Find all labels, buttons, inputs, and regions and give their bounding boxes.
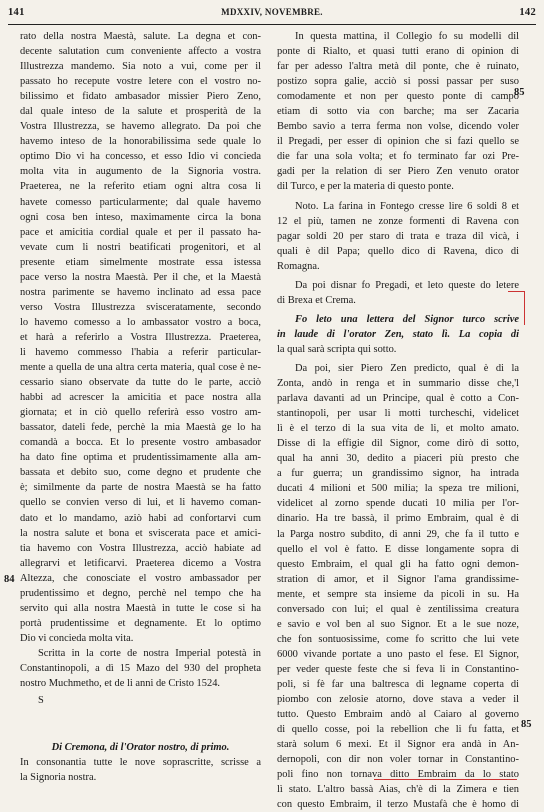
- bottom-line: Di Cremona, di l'Orator nostro, di primo.: [51, 742, 230, 754]
- body-line: quello el vol è fatto. E disse longamente sopra di: [277, 543, 519, 555]
- body-line: rato della nostra Maestà, salute. La degna et con-: [20, 31, 261, 42]
- body-line: la Parga nostro subdito, di anni 29, che fa il tutto e: [277, 528, 519, 540]
- body-line: a fur guerra; un grandissimo signor, ha intrada: [277, 468, 519, 480]
- body-line: dinario. Ha tre bassà, il primo Embraim, qual è di: [277, 513, 519, 525]
- body-line: lì stato. L'altro bassà Aias, ch'è di la Zimera e tien: [277, 784, 519, 796]
- body-line: vevate cum li nostri beatificati progenitori, et al: [20, 241, 261, 253]
- running-title: MDXXIV, NOVEMBRE.: [221, 7, 323, 17]
- body-line: 6000 vivande portate a uno pasto el fese. El Signor,: [277, 648, 519, 660]
- left-column: [20, 29, 261, 785]
- body-line: stration di amor, et il Signor l'ama grandissime-: [277, 573, 519, 585]
- body-line: dato et lo mandamo, aziò habi ad confortarvi cum: [20, 512, 261, 524]
- body-line: di quello cosse, poi la rebellion che li fu fatta, et: [277, 724, 519, 736]
- body-line: ogni cosa ben inteso, maximamente circa la bona: [20, 211, 261, 223]
- body-line: pace et amicitia cordial quale et per il passato ha-: [20, 226, 261, 238]
- body-line: stantinopoli, per usar li motti turcheschi, videlicet: [277, 408, 519, 420]
- body-line: In questa mattina, il Collegio fo su modelli dil: [295, 31, 519, 42]
- body-line: tia havemo con Vostra Illustrezza, acciò habiate ad: [20, 542, 261, 554]
- body-line: conversado con lui; el qual è zentilissima creatura: [277, 603, 519, 615]
- body-line: passato ho recepute vostre letere con el vostro no-: [20, 76, 261, 88]
- body-line: gadi per la relation di ser Piero Zen venuto orator: [277, 166, 519, 178]
- body-line: è; similmente da parte de nostra Maestà se ha fatto: [20, 482, 261, 494]
- body-line: giornata; et in ciò quello referirà esso vostro am-: [20, 407, 261, 419]
- body-line: cessario siano observate da tutte do le parte, acciò: [20, 377, 261, 389]
- body-line: Noto. La farina in Fontego cresse lire 6 soldi 8 et: [295, 200, 519, 212]
- body-line: Da poi, sier Piero Zen predicto, qual è di la: [295, 362, 519, 374]
- body-line: mente, et sempre sta insieme da picoli in su. Ha: [277, 588, 519, 600]
- body-line: Praeterea, ne la referito etiam ogni altra cosa li: [20, 181, 261, 193]
- header-rule: [8, 24, 536, 25]
- body-line: con questo Embraim, il terzo Mustafà che è homo di: [277, 799, 519, 811]
- body-line: di Brexa et Crema.: [277, 294, 356, 306]
- margin-number-right-top: 85: [514, 87, 525, 98]
- body-line: ha dato fine optima et prudentissimamente alla am-: [20, 452, 261, 464]
- body-line: havemo inteso de la honorabilissima sede quale lo: [20, 136, 261, 148]
- body-line: qual ha anni 30, dedito a piaceri più presto che: [277, 453, 519, 465]
- body-line: pace verso la nostra Maestà. Per il che, et la Maestà: [20, 271, 261, 283]
- bottom-line: In consonantia tutte le nove soprascritte, scrisse a: [20, 757, 261, 769]
- body-line: e savio e vol ben al suo Signor. Et a le sue noze,: [277, 618, 519, 630]
- body-line: piombo con zelosie atorno, dove stava a veder il: [277, 694, 519, 706]
- closing-line: nostro Muchmetho, et de li anni de Cristo 1524.: [20, 678, 221, 690]
- body-line: la nostra salute et bona et sviscerata pace et amici-: [20, 527, 261, 539]
- body-line: et harà a referirlo a Vostra Illustrezza. Praeterea,: [20, 331, 261, 343]
- body-line: comodamente et non per questo ponte di campo: [277, 91, 519, 103]
- body-line: quali è dil Papa; quello dico di Ravena, dico di: [277, 245, 519, 257]
- running-header: [8, 7, 536, 21]
- margin-number-right-bottom: 85: [521, 719, 532, 730]
- body-line: postizo sopra galie, acciò si possi passar per suso: [277, 76, 519, 88]
- left-page-number: 141: [8, 7, 25, 18]
- body-line: presente etiam simelmente mostrate essa istessa: [20, 256, 261, 268]
- body-line: quello se convien verso di lui, et li havemo coman-: [20, 497, 261, 509]
- body-line: 12 el più, tamen ne zonze formenti di Ravena con: [277, 215, 519, 227]
- body-line: dil Turco, e per la materia di questo ponte.: [277, 181, 454, 193]
- body-line: dernopoli, con dir non voler tornar in Constantino-: [277, 754, 519, 766]
- body-line: Illustrezza mandemo. Sia noto a vui, come per il: [20, 61, 261, 73]
- red-underline-bottom: [374, 779, 517, 780]
- blank-space: [20, 708, 261, 740]
- body-line: havete comesso particularmente; dal quale havemo: [20, 196, 261, 208]
- body-line: Bembo savio a terra ferma non volse, dicendo voler: [277, 121, 519, 133]
- body-line: tutto. Questo Embraim andò al Caiaro al governo: [277, 709, 519, 721]
- italic-note-line: la qual sarà scripta qui sotto.: [277, 343, 397, 355]
- body-line: die far una sola volta; et fo terminato far ozi Pre-: [277, 151, 519, 163]
- body-line: ponte di Rialto, et quasi tutti erano di opinion di: [277, 46, 519, 58]
- red-bracket-top: [508, 291, 524, 292]
- body-line: Dio vi concieda molta vita.: [20, 632, 134, 644]
- red-bracket-mark: [524, 291, 525, 325]
- body-line: nostra parimente se havemo inclinato ad essa pace: [20, 286, 261, 298]
- body-line: Altezza, che conosciate el vostro ambassador per: [20, 572, 261, 584]
- body-line: li havemo commesso l'habia a referir particular-: [20, 346, 261, 358]
- body-line: lo havemo comesso a lo ambassator vostro a boca,: [20, 316, 261, 328]
- body-line: verso Vostra Illustrezza svisceratamente, secondo: [20, 301, 261, 313]
- body-line: parlava davanti ad un Principe, qual è cotto a Con-: [277, 393, 519, 405]
- body-line: per veder queste feste che si feva li in Constantino-: [277, 663, 519, 675]
- body-line: far per adesso l'altra metà dil ponte, che è ruinato,: [277, 61, 519, 73]
- closing-line: Scritta in la corte de nostra Imperial potestà in: [38, 647, 261, 659]
- body-line: etiam di sotto via con barche; ma ser Zacaria: [277, 106, 519, 118]
- closing-line: Constantinopoli, a dì 15 Mazo del 930 del propheta: [20, 662, 261, 674]
- body-line: ducati 4 milioni et 500 milia; la speza tre milioni,: [277, 483, 519, 495]
- body-line: mente a quella de una altra certa materia, qual cose è ne-: [20, 362, 261, 374]
- margin-number-left-mid: 84: [4, 574, 15, 585]
- body-line: che fon sontuosissime, come fo scritto che lui vete: [277, 633, 519, 645]
- body-line: Disse di la effigie dil Signor, come dirò di sotto,: [277, 438, 519, 450]
- right-column: [277, 29, 519, 812]
- bottom-line: la Signoria nostra.: [20, 772, 97, 784]
- scritta-line: S: [38, 695, 44, 707]
- body-line: comandà a bocca. Et lo presente vostro ambasador: [20, 437, 261, 449]
- italic-note-line: in laude di l'orator Zen, stato lì. La copia di: [277, 328, 519, 340]
- body-line: Da poi disnar fo Pregadi, et leto queste do letere: [295, 279, 519, 291]
- body-line: dal quale inteso de la salute et prosperità de la: [20, 106, 261, 118]
- body-line: optimo Dio vi ha concesso, et esso Idio vi concieda: [20, 151, 261, 163]
- body-line: Zonta, andò in renga et in summario disse che,'l: [277, 378, 519, 390]
- italic-note-line: Fo leto una lettera del Signor turco scrive: [295, 313, 519, 325]
- body-line: questo Embraim, el qual gli ha fatto ogni demon-: [277, 558, 519, 570]
- body-line: allegrarvi et letificarvi. Praeterea dicemo a Vostra: [20, 557, 261, 569]
- body-line: videlicet al zorno spende ducati 10 milia per l'or-: [277, 498, 519, 510]
- body-line: pagar soldi 20 per staro di trata e traza dil vicà, i: [277, 230, 519, 242]
- body-line: Romagna.: [277, 260, 320, 272]
- body-line: bassata et debito suo, come degno et prudente che: [20, 467, 261, 479]
- body-line: poli fino non tornava ditto Embraim da lo stato: [277, 769, 519, 781]
- body-line: bassator, dateli fede, perchè la mia Maestà ge lo ha: [20, 422, 261, 434]
- body-line: prudentissimo et degno, perchè nel tempo che ha: [20, 587, 261, 599]
- body-line: starà solum 6 mexi. Et il Signor era andà in An-: [277, 739, 519, 751]
- right-page-number: 142: [519, 7, 536, 18]
- body-line: bilissimo et fidato ambasador missier Piero Zeno,: [20, 91, 261, 103]
- body-line: lì è el terzo di la sua vita de li, et molto amato.: [277, 423, 519, 435]
- body-line: poli, si fè far una baltresca di legname coperta di: [277, 678, 519, 690]
- body-line: servito qui alla nostra Maestà in tutte le cose si ha: [20, 602, 261, 614]
- body-line: habbi ad acrescer la amicitia et pace nostra alla: [20, 392, 261, 404]
- body-line: Vostra Illustrezza, se havemo allegrato. Da poi che: [20, 121, 261, 133]
- body-line: molta vita in augumento de la Signoria vostra.: [20, 166, 261, 178]
- body-line: il Pregadi, per esser di opinion che si fazi quello se: [277, 136, 519, 148]
- body-line: decente salutation cum conveniente affecto a vostra: [20, 46, 261, 58]
- body-line: portà prudentissime et degnamente. Et lo optimo: [20, 617, 261, 629]
